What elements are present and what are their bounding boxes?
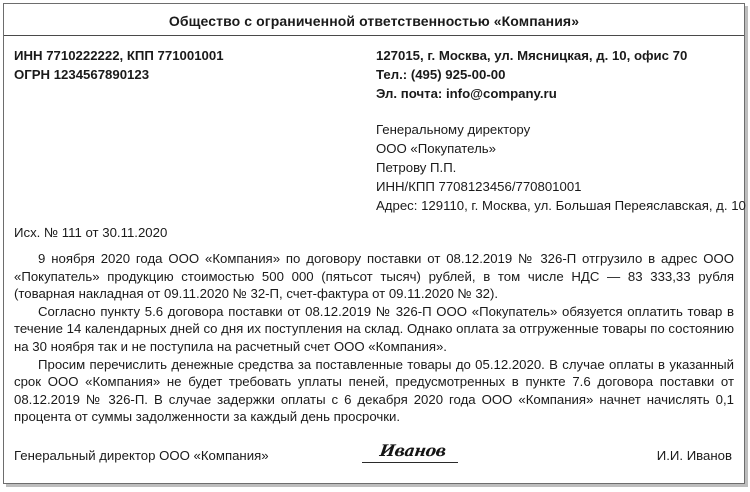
header-divider xyxy=(4,35,744,36)
letter-body xyxy=(14,250,734,426)
letter-page xyxy=(3,3,745,484)
company-inn-kpp: ИНН 7710222222, КПП 771001001 xyxy=(14,48,224,63)
company-email: Эл. почта: info@company.ru xyxy=(376,86,557,101)
handwritten-signature xyxy=(362,441,458,467)
recipient-inn-kpp: ИНН/КПП 7708123456/770801001 xyxy=(376,179,582,194)
recipient-position: Генеральному директору xyxy=(376,122,531,137)
signer-title: Генеральный директор ООО «Компания» xyxy=(14,448,269,463)
body-paragraph: Согласно пункту 5.6 договора поставки от 08.12.2019 № 326-П ООО «Покупатель» обязуется оплатить товар в течение 14 календарных дней со дня их поступления на склад. Однако оплата за отгруженные товары по состоянию на 30 ноября так и не поступила на расчетный счет ООО «Компания». xyxy=(14,303,734,354)
signer-name: И.И. Иванов xyxy=(656,448,732,463)
body-paragraph: 9 ноября 2020 года ООО «Компания» по договору поставки от 08.12.2019 № 326-П отгрузило в адрес ООО «Покупатель» продукцию стоимостью 500 000 (пятьсот тысяч) рублей, в том числе НДС — 83 333,33 рубля (товарная накладная от 09.11.2020 № 32-П, счет-фактура от 09.11.2020 № 32). xyxy=(14,251,734,302)
signature-script: Иванов xyxy=(378,441,448,460)
body-paragraph: Просим перечислить денежные средства за поставленные товары до 05.12.2020. В случае оплаты в указанный срок ООО «Компания» не будет требовать уплаты пеней, предусмотренных в пункте 7.6 договора поставки от 08.12.2019 № 326-П. В случае задержки оплаты с 6 декабря 2020 года ООО «Компания» начнет начислять 0,1 процента от суммы задолженности за каждый день просрочки. xyxy=(14,356,734,425)
company-ogrn: ОГРН 1234567890123 xyxy=(14,67,150,82)
recipient-address: Адрес: 129110, г. Москва, ул. Большая Переяславская, д. 10 xyxy=(376,198,746,213)
outgoing-number: Исх. № 111 от 30.11.2020 xyxy=(14,225,168,240)
company-phone: Тел.: (495) 925-00-00 xyxy=(376,67,506,82)
signature-line xyxy=(362,462,458,463)
company-address: 127015, г. Москва, ул. Мясницкая, д. 10, офис 70 xyxy=(376,48,688,63)
recipient-person: Петрову П.П. xyxy=(376,160,457,175)
company-full-name: Общество с ограниченной ответственностью «Компания» xyxy=(168,13,580,29)
recipient-company: ООО «Покупатель» xyxy=(376,141,496,156)
